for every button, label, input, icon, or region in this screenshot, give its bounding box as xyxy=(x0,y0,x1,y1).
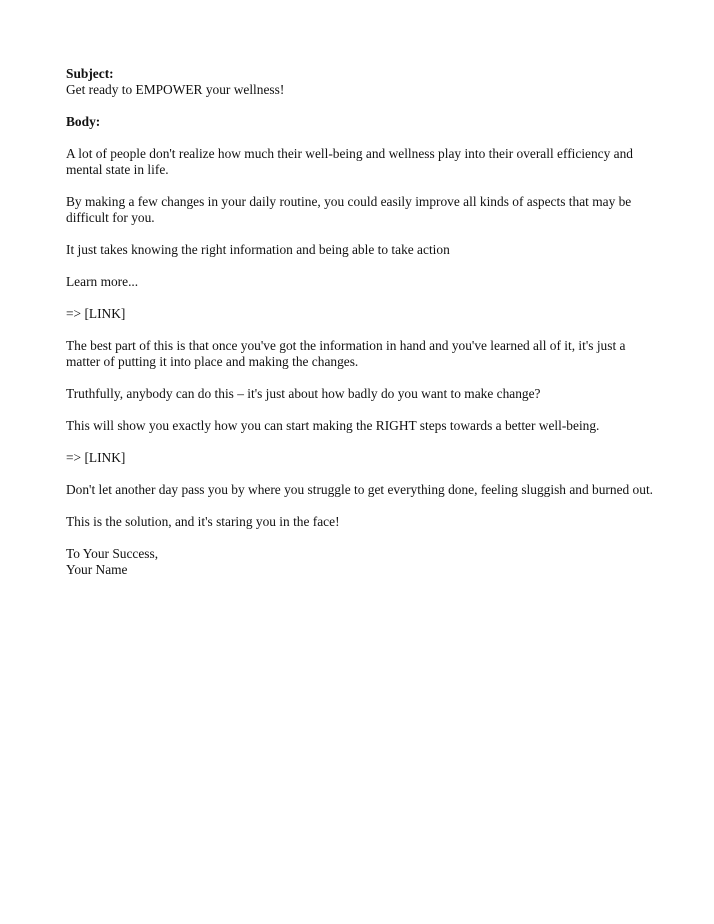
sender-name: Your Name xyxy=(66,562,128,577)
body-paragraph: Truthfully, anybody can do this – it's just about how badly do you want to make change? xyxy=(66,386,541,401)
link-placeholder: => [LINK] xyxy=(66,450,126,465)
subject-label: Subject: xyxy=(66,66,114,81)
subject-text: Get ready to EMPOWER your wellness! xyxy=(66,82,285,97)
email-content xyxy=(66,66,656,594)
subject-section xyxy=(66,66,656,98)
body-paragraph: A lot of people don't realize how much their well-being and wellness play into their overall efficiency and mental state in life. xyxy=(66,146,633,177)
body-paragraph: Don't let another day pass you by where you struggle to get everything done, feeling sluggish and burned out. xyxy=(66,482,654,497)
body-paragraph: By making a few changes in your daily routine, you could easily improve all kinds of aspects that may be difficult for you. xyxy=(66,194,632,225)
body-paragraph: It just takes knowing the right information and being able to take action xyxy=(66,242,450,257)
body-paragraph: This will show you exactly how you can start making the RIGHT steps towards a better well-being. xyxy=(66,418,600,433)
body-paragraph: The best part of this is that once you've got the information in hand and you've learned all of it, it's just a matter of putting it into place and making the changes. xyxy=(66,338,626,369)
signoff-section xyxy=(66,546,656,578)
closing-text: To Your Success, xyxy=(66,546,159,561)
body-section xyxy=(66,114,656,130)
link-placeholder: => [LINK] xyxy=(66,306,126,321)
body-paragraph: This is the solution, and it's staring you in the face! xyxy=(66,514,340,529)
body-label: Body: xyxy=(66,114,101,129)
learn-more-text: Learn more... xyxy=(66,274,139,289)
